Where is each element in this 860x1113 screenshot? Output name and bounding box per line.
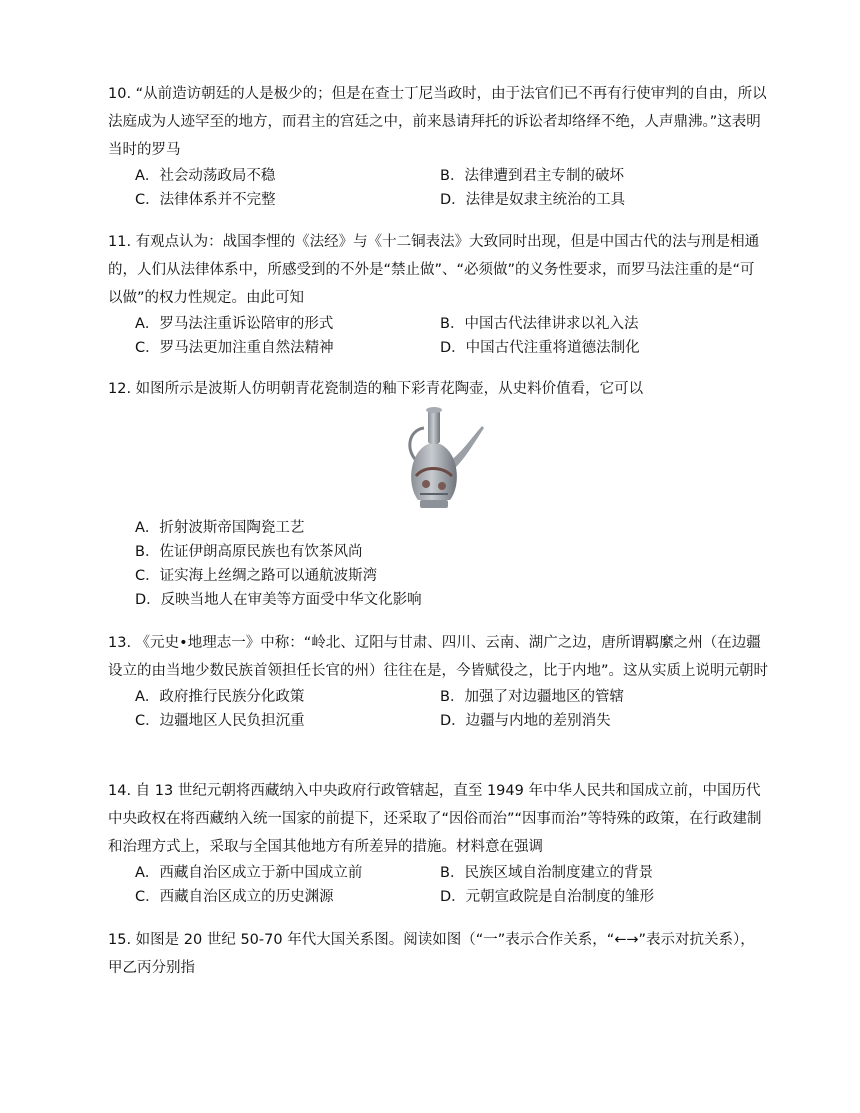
option-b: B．法律遭到君主专制的破坏 — [440, 168, 624, 184]
option-c: C．西藏自治区成立的历史渊源 — [135, 889, 334, 905]
options — [135, 516, 768, 612]
option-c: C．证实海上丝绸之路可以通航波斯湾 — [135, 568, 378, 584]
question-14-stem — [108, 777, 768, 861]
question-12 — [108, 375, 768, 403]
question-number: 13. — [108, 635, 132, 651]
option-d: D．中国古代注重将道德法制化 — [440, 340, 640, 356]
question-10 — [108, 80, 768, 212]
option-d: D．边疆与内地的差别消失 — [440, 713, 611, 729]
question-14 — [108, 777, 768, 909]
question-number: 12. — [108, 381, 132, 397]
option-d: D．反映当地人在审美等方面受中华文化影响 — [135, 592, 422, 608]
question-number: 10. — [108, 86, 132, 102]
question-text: 《元史•地理志一》中称：“岭北、辽阳与甘肃、四川、云南、湖广之边，唐所谓羁縻之州（在边疆设立的由当地少数民族首领担任长官的州）往往在是，今皆赋役之，比于内地”。这从实质上说明元朝时 — [108, 635, 769, 679]
options — [135, 861, 768, 909]
option-c: C．罗马法更加注重自然法精神 — [135, 340, 334, 356]
option-a: A．政府推行民族分化政策 — [135, 689, 305, 705]
options — [135, 312, 768, 360]
question-text: “从前造访朝廷的人是极少的；但是在查士丁尼当政时，由于法官们已不再有行使审判的自由，所以法庭成为人迹罕至的地方，而君主的宫廷之中，前来恳请拜托的诉讼者却络绎不绝，人声鼎沸。”这表明当时的罗马 — [108, 86, 767, 158]
option-a: A．社会动荡政局不稳 — [135, 168, 276, 184]
option-c: C．法律体系并不完整 — [135, 192, 276, 208]
question-text: 如图所示是波斯人仿明朝青花瓷制造的釉下彩青花陶壶，从史料价值看，它可以 — [135, 381, 644, 397]
question-13-stem — [108, 629, 768, 685]
question-number: 15. — [108, 932, 132, 948]
question-10-stem — [108, 80, 768, 164]
persian-blue-white-ewer-image — [398, 406, 488, 514]
options — [135, 164, 768, 212]
question-text: 自 13 世纪元朝将西藏纳入中央政府行政管辖起，直至 1949 年中华人民共和国成立前，中国历代中央政权在将西藏纳入统一国家的前提下，还采取了“因俗而治”“因事而治”等特殊的政策，在行政建制和治理方式上，采取与全国其他地方有所差异的措施。材料意在强调 — [108, 783, 762, 855]
option-c: C．边疆地区人民负担沉重 — [135, 713, 305, 729]
option-d: D．元朝宣政院是自治制度的雏形 — [440, 889, 655, 905]
option-b: B．加强了对边疆地区的管辖 — [440, 689, 624, 705]
question-12-stem — [108, 375, 768, 403]
question-11 — [108, 228, 768, 360]
question-15-stem — [108, 926, 768, 982]
option-b: B．佐证伊朗高原民族也有饮茶风尚 — [135, 544, 363, 560]
question-12-options — [108, 516, 768, 612]
option-a: A．折射波斯帝国陶瓷工艺 — [135, 520, 305, 536]
option-a: A．西藏自治区成立于新中国成立前 — [135, 865, 363, 881]
question-text: 如图是 20 世纪 50-70 年代大国关系图。阅读如图（“一”表示合作关系，“←→”表示对抗关系），甲乙丙分别指 — [108, 932, 755, 976]
question-number: 14. — [108, 783, 132, 799]
question-13 — [108, 629, 768, 733]
option-d: D．法律是奴隶主统治的工具 — [440, 192, 626, 208]
question-15 — [108, 926, 768, 982]
question-11-stem — [108, 228, 768, 312]
question-text: 有观点认为：战国李悝的《法经》与《十二铜表法》大致同时出现，但是中国古代的法与刑是相通的，人们从法律体系中，所感受到的不外是“禁止做”、“必须做”的义务性要求，而罗马法注重的是“可以做”的权力性规定。由此可知 — [108, 234, 760, 306]
question-number: 11. — [108, 234, 132, 250]
option-a: A．罗马法注重诉讼陪审的形式 — [135, 316, 334, 332]
options — [135, 685, 768, 733]
option-b: B．民族区域自治制度建立的背景 — [440, 865, 653, 881]
option-b: B．中国古代法律讲求以礼入法 — [440, 316, 639, 332]
